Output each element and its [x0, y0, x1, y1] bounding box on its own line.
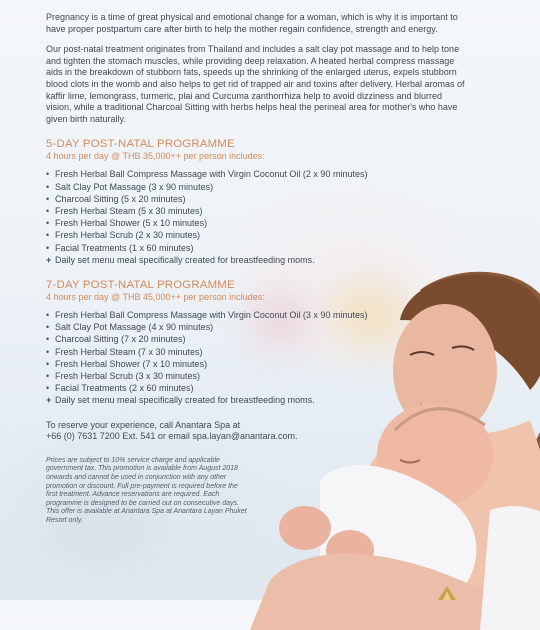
programme-subtitle: 4 hours per day @ THB 45,000++ per person includes:: [46, 291, 265, 302]
list-item: • Salt Clay Pot Massage (4 x 90 minutes): [46, 321, 466, 333]
programme-5-day: [46, 138, 466, 266]
programme-item-list: [46, 168, 466, 266]
programme-title: 7-DAY POST-NATAL PROGRAMME: [46, 278, 235, 291]
list-item: • Facial Treatments (2 x 60 minutes): [46, 382, 466, 394]
anantara-logo-icon: [438, 586, 456, 600]
list-item: • Fresh Herbal Ball Compress Massage with Virgin Coconut Oil (2 x 90 minutes): [46, 168, 466, 180]
list-item: • Fresh Herbal Steam (7 x 30 minutes): [46, 346, 466, 358]
list-item: • Fresh Herbal Ball Compress Massage with Virgin Coconut Oil (3 x 90 minutes): [46, 309, 466, 321]
description-paragraph: Our post-natal treatment originates from Thailand and includes a salt clay pot massage and to help tone and tighten the stomach muscles, while providing deep relaxation. A heated herbal compress massage aids in the breakdown of stubborn fats, speeds up the shrinking of the enlarged uterus, expels stubborn blood clots in the womb and also helps to get rid of trapped air and toxins after delivery. Herbal aromas of kaffir lime, lemongrass, turmeric, plai and Curcuma zanthorrhiza help to avoid dizziness and blurred vision, while a traditional Charcoal Sitting with herbs helps heal the perineal area for mother's who have given birth naturally.: [46, 44, 465, 124]
programme-item-list: [46, 309, 466, 407]
list-item: • Fresh Herbal Scrub (2 x 30 minutes): [46, 229, 466, 241]
list-item: • Fresh Herbal Scrub (3 x 30 minutes): [46, 370, 466, 382]
list-item: • Charcoal Sitting (7 x 20 minutes): [46, 333, 466, 345]
reservation-info: [46, 420, 466, 443]
list-item: • Charcoal Sitting (5 x 20 minutes): [46, 193, 466, 205]
reservation-line: To reserve your experience, call Anantara Spa at: [46, 419, 241, 430]
programme-7-day: [46, 279, 466, 407]
programme-title: 5-DAY POST-NATAL PROGRAMME: [46, 138, 235, 151]
list-item: • Facial Treatments (1 x 60 minutes): [46, 242, 466, 254]
document-content: [46, 12, 466, 526]
list-item: • Salt Clay Pot Massage (3 x 90 minutes): [46, 181, 466, 193]
reservation-contact: +66 (0) 7631 7200 Ext. 541 or email spa.layan@anantara.com.: [46, 431, 298, 442]
list-item: • Fresh Herbal Steam (5 x 30 minutes): [46, 205, 466, 217]
intro-paragraph: Pregnancy is a time of great physical and emotional change for a woman, which is why it is important to have proper postpartum care after birth to help the mother regain confidence, strength and energy.: [46, 12, 458, 34]
list-item-extra: + Daily set menu meal specifically created for breastfeeding moms.: [46, 254, 466, 266]
terms-fine-print: Prices are subject to 10% service charge and applicable government tax. This promotion is available from August 2018 onwards and cannot be used in conjunction with any other promotion or discount. Full pre-payment is required before the first treatment. Advance reservations are required. Each programme is designed to be carried out on consecutive days. This offer is available at Anantara Spa at Anantara Layan Phuket Resort only.: [46, 456, 247, 524]
list-item-extra: + Daily set menu meal specifically created for breastfeeding moms.: [46, 394, 466, 406]
list-item: • Fresh Herbal Shower (7 x 10 minutes): [46, 358, 466, 370]
programme-subtitle: 4 hours per day @ THB 35,000++ per person includes:: [46, 151, 265, 162]
list-item: • Fresh Herbal Shower (5 x 10 minutes): [46, 217, 466, 229]
